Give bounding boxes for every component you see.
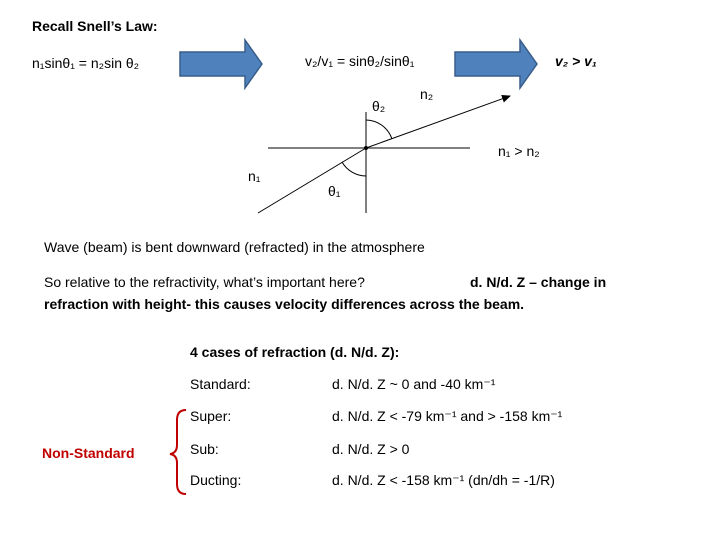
n1-label: n₁: [248, 168, 261, 184]
theta1-label: θ₁: [328, 183, 341, 199]
non-standard-label: Non-Standard: [42, 445, 135, 461]
n2-label: n₂: [420, 86, 434, 102]
velocity-comparison: v₂ > v₁: [555, 53, 597, 69]
question-line: So relative to the refractivity, what’s important here?: [44, 274, 365, 290]
n-comparison-label: n₁ > n₂: [498, 143, 540, 159]
case-name-super: Super:: [190, 408, 232, 424]
recall-title: Recall Snell’s Law:: [32, 18, 158, 34]
case-name-standard: Standard:: [190, 376, 251, 392]
case-name-ducting: Ducting:: [190, 472, 242, 488]
non-standard-brace: [170, 410, 186, 494]
case-name-sub: Sub:: [190, 441, 219, 457]
case-def-super: d. N/d. Z < -79 km⁻¹ and > -158 km⁻¹: [332, 408, 563, 424]
cases-title: 4 cases of refraction (d. N/d. Z):: [190, 344, 400, 360]
theta2-arc: [366, 120, 392, 139]
theta2-label: θ₂: [372, 98, 386, 114]
theta1-arc: [342, 162, 366, 176]
case-def-sub: d. N/d. Z > 0: [332, 441, 410, 457]
bent-statement: Wave (beam) is bent downward (refracted) in the atmosphere: [44, 239, 425, 255]
incident-ray: [258, 148, 366, 213]
interface-point: [364, 146, 368, 150]
case-def-ducting: d. N/d. Z < -158 km⁻¹ (dn/dh = -1/R): [332, 472, 555, 488]
snell-law-equation: n₁sinθ₁ = n₂sin θ₂: [32, 55, 140, 71]
block-arrow-right: [455, 40, 537, 88]
answer-line-2: refraction with height- this causes velocity differences across the beam.: [44, 296, 525, 312]
refracted-ray: [366, 96, 510, 148]
block-arrow-left: [180, 40, 262, 88]
velocity-ratio-equation: v₂/v₁ = sinθ₂/sinθ₁: [305, 53, 415, 69]
answer-line-1: d. N/d. Z – change in: [470, 274, 607, 290]
case-def-standard: d. N/d. Z ~ 0 and -40 km⁻¹: [332, 376, 496, 392]
